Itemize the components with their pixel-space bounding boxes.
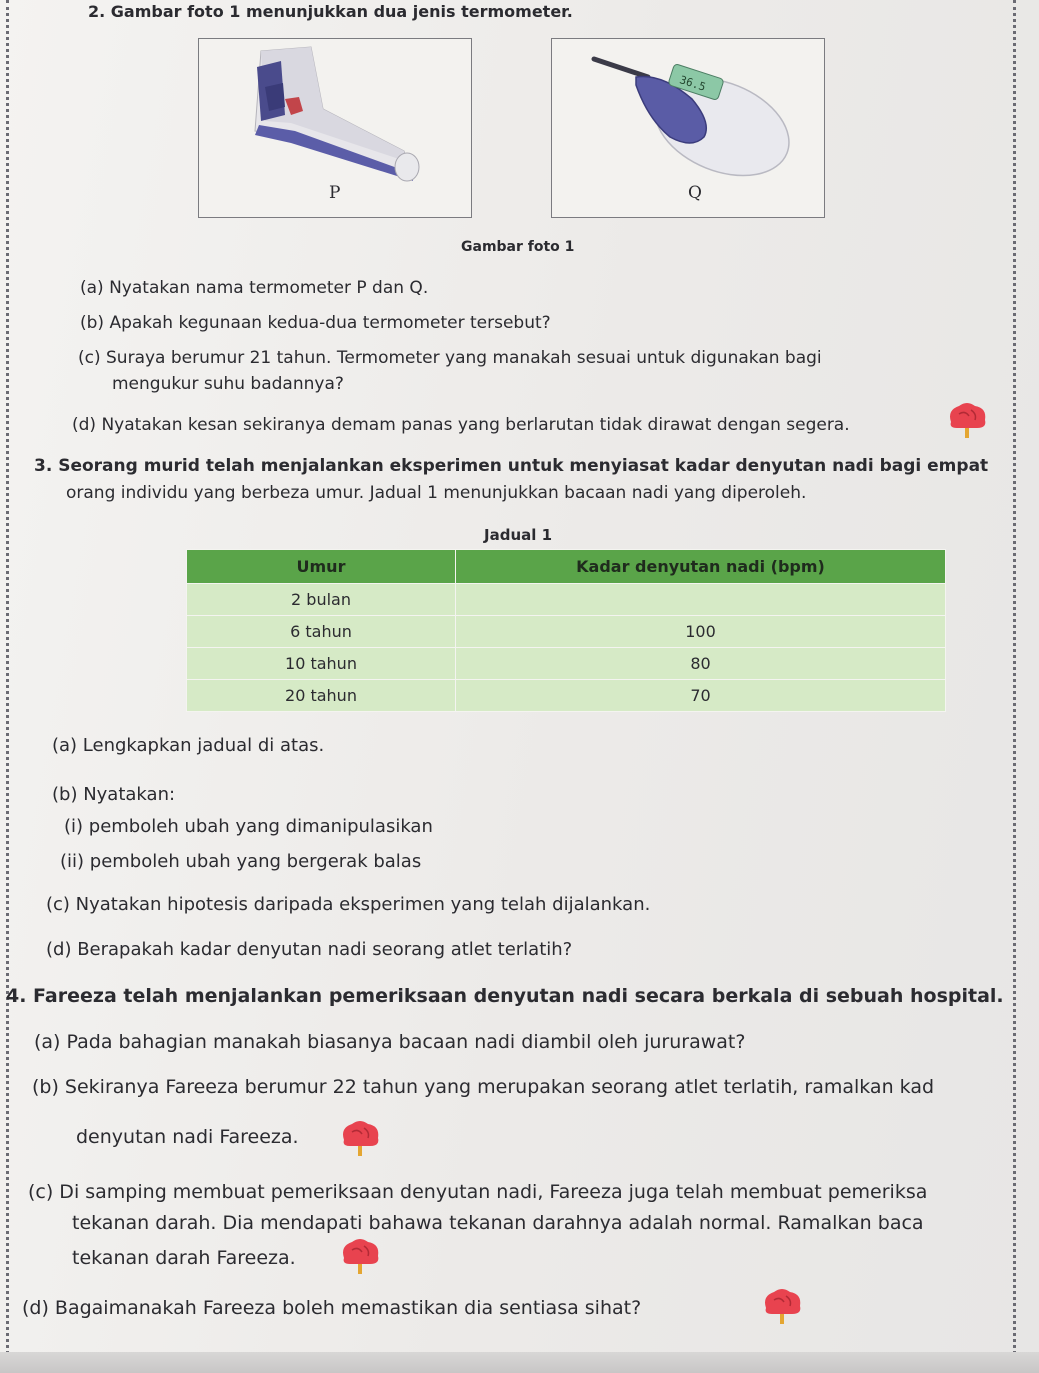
- q4-part-a: (a) Pada bahagian manakah biasanya bacaan nadi diambil oleh jururawat?: [34, 1031, 746, 1053]
- left-dotted-margin: [6, 0, 9, 1373]
- q3-intro-line1: 3. Seorang murid telah menjalankan eksperimen untuk menyiasat kadar denyutan nadi bagi empat: [34, 456, 989, 476]
- table-row: [187, 616, 946, 648]
- table-cell-age: 2 bulan: [187, 584, 456, 616]
- q2-part-b: (b) Apakah kegunaan kedua-dua termometer tersebut?: [80, 313, 551, 333]
- q4-part-c-line3: tekanan darah Fareeza.: [72, 1247, 296, 1269]
- q4-part-c-line1: (c) Di samping membuat pemeriksaan denyutan nadi, Fareeza juga telah membuat pemeriksa: [28, 1181, 928, 1203]
- brain-icon: [338, 1236, 382, 1276]
- page-bottom-edge: [0, 1352, 1039, 1373]
- table-header-cell: Kadar denyutan nadi (bpm): [456, 550, 946, 584]
- q3-part-b-ii: (ii) pemboleh ubah yang bergerak balas: [60, 851, 422, 872]
- photo-caption: Gambar foto 1: [461, 239, 575, 255]
- table-cell-age: 10 tahun: [187, 648, 456, 680]
- table-caption: Jadual 1: [484, 526, 553, 544]
- table-header-row: [187, 550, 946, 584]
- q3-intro-line2: orang individu yang berbeza umur. Jadual 1 menunjukkan bacaan nadi yang diperoleh.: [66, 483, 807, 503]
- q2-part-d: (d) Nyatakan kesan sekiranya demam panas yang berlarutan tidak dirawat dengan segera.: [72, 415, 850, 435]
- q3-part-d: (d) Berapakah kadar denyutan nadi seorang atlet terlatih?: [46, 939, 573, 960]
- photo-p-label: P: [329, 183, 341, 203]
- q3-part-b-i: (i) pemboleh ubah yang dimanipulasikan: [64, 816, 433, 837]
- q4-part-d: (d) Bagaimanakah Fareeza boleh memastikan dia sentiasa sihat?: [22, 1297, 642, 1319]
- table-cell-pulse: 100: [456, 616, 946, 648]
- thermometer-display-reading: 36.5: [678, 73, 708, 94]
- table-row: [187, 680, 946, 712]
- q4-title: 4. Fareeza telah menjalankan pemeriksaan denyutan nadi secara berkala di sebuah hospital.: [6, 985, 1004, 1007]
- q4-part-b-line1: (b) Sekiranya Fareeza berumur 22 tahun yang merupakan seorang atlet terlatih, ramalkan kad: [32, 1076, 935, 1098]
- brain-icon: [338, 1118, 382, 1158]
- table-cell-age: 20 tahun: [187, 680, 456, 712]
- table-cell-pulse: 70: [456, 680, 946, 712]
- table-cell-age: 6 tahun: [187, 616, 456, 648]
- q3-part-a: (a) Lengkapkan jadual di atas.: [52, 735, 325, 756]
- brain-icon: [760, 1286, 804, 1326]
- table-cell-pulse: [456, 584, 946, 616]
- q3-part-c: (c) Nyatakan hipotesis daripada eksperimen yang telah dijalankan.: [46, 894, 651, 915]
- table-row: [187, 584, 946, 616]
- q2-part-a: (a) Nyatakan nama termometer P dan Q.: [80, 278, 429, 298]
- q2-part-c-line2: mengukur suhu badannya?: [112, 374, 344, 394]
- q2-part-c-line1: (c) Suraya berumur 21 tahun. Termometer yang manakah sesuai untuk digunakan bagi: [78, 348, 822, 368]
- right-dotted-margin: [1013, 0, 1016, 1373]
- photo-p: [198, 38, 472, 218]
- brain-icon: [945, 400, 989, 440]
- q4-part-b-line2: denyutan nadi Fareeza.: [76, 1126, 299, 1148]
- photo-q-label: Q: [688, 183, 702, 203]
- table-cell-pulse: 80: [456, 648, 946, 680]
- pulse-rate-table: [186, 549, 946, 712]
- table-header-cell: Umur: [187, 550, 456, 584]
- photo-q: [551, 38, 825, 218]
- q3-part-b: (b) Nyatakan:: [52, 784, 176, 805]
- table-row: [187, 648, 946, 680]
- q4-part-c-line2: tekanan darah. Dia mendapati bahawa tekanan darahnya adalah normal. Ramalkan baca: [72, 1212, 924, 1234]
- q2-title: 2. Gambar foto 1 menunjukkan dua jenis termometer.: [88, 2, 573, 21]
